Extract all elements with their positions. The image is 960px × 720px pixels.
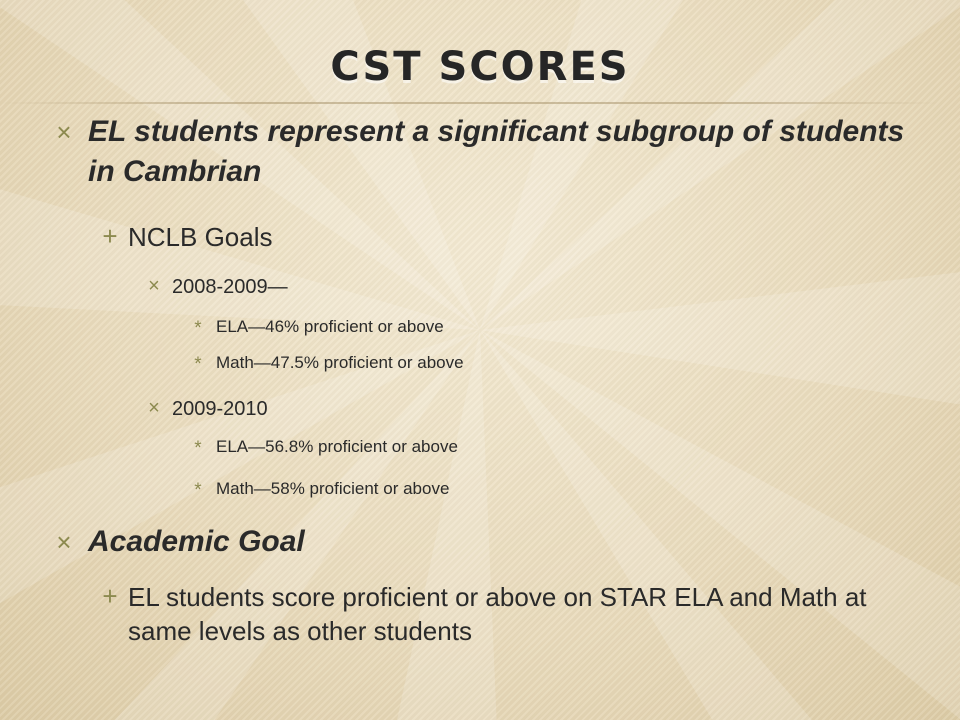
bullet-star-icon: * — [194, 480, 202, 501]
bullet-x-icon: × — [56, 117, 72, 147]
list-item-text: ELA—46% proficient or above — [216, 317, 444, 336]
title-divider — [0, 102, 940, 104]
bullet-star-icon: * — [194, 318, 202, 339]
list-item-text: NCLB Goals — [128, 222, 273, 252]
list-item-text: EL students represent a significant subgroup of students in Cambrian — [88, 115, 905, 188]
bullet-star-icon: * — [194, 438, 202, 459]
bullet-x-icon: × — [148, 275, 160, 297]
slide-title: CST SCORES — [330, 44, 630, 90]
bullet-plus-icon: + — [102, 221, 118, 251]
list-item-text: EL students score proficient or above on STAR ELA and Math at same levels as other students — [128, 582, 867, 646]
list-item-text: Academic Goal — [88, 525, 305, 558]
list-item-text: Math—47.5% proficient or above — [216, 353, 464, 372]
list-item-text: Math—58% proficient or above — [216, 479, 450, 498]
list-item-text: 2008-2009— — [172, 276, 288, 298]
bullet-plus-icon: + — [102, 581, 118, 611]
bullet-star-icon: * — [194, 354, 202, 375]
list-item-text: ELA—56.8% proficient or above — [216, 437, 458, 456]
list-item-text: 2009-2010 — [172, 398, 268, 420]
bullet-x-icon: × — [148, 397, 160, 419]
bullet-x-icon: × — [56, 527, 72, 557]
